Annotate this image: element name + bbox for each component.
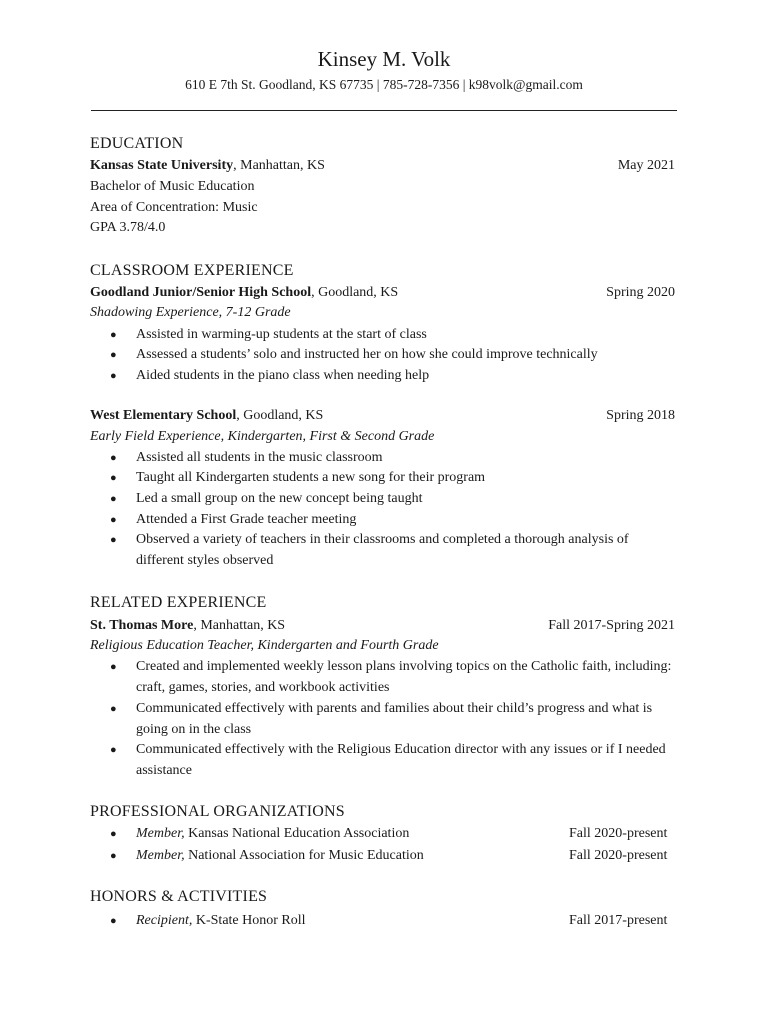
organization-date: Fall 2020-present [569,826,668,841]
classroom-entry-1-date: Spring 2020 [606,285,675,300]
bullet-icon: ● [110,329,117,341]
related-heading: RELATED EXPERIENCE [90,594,267,611]
list-item-text: Communicated effectively with the Religious Education director with any issues or if I needed assistance [136,742,666,778]
classroom-entry-1-location: , Goodland, KS [311,285,399,300]
bullet-icon: ● [110,828,117,840]
related-entry-header [90,616,675,636]
education-school: Kansas State University [90,158,234,173]
organization-date: Fall 2020-present [569,848,668,863]
classroom-entry-1-role: Shadowing Experience, 7-12 Grade [90,305,291,320]
related-location: , Manhattan, KS [193,618,286,633]
classroom-entry-1-header [90,283,675,303]
bullet-icon: ● [110,703,117,715]
classroom-entry-1-school: Goodland Junior/Senior High School [90,285,312,300]
contact-line: 610 E 7th St. Goodland, KS 67735 | 785-728-7356 | k98volk@gmail.com [185,77,583,92]
education-location: , Manhattan, KS [233,158,325,173]
classroom-entry-2-location: , Goodland, KS [236,408,324,423]
bullet-icon: ● [110,349,117,361]
list-item-text: Attended a First Grade teacher meeting [136,512,357,527]
organization-role: Member, [136,826,185,841]
bullet-icon: ● [110,744,117,756]
list-item-text: Led a small group on the new concept being taught [136,491,423,506]
organization-name: National Association for Music Education [184,848,424,863]
honors-heading: HONORS & ACTIVITIES [90,888,268,905]
bullet-icon: ● [110,915,117,927]
classroom-entry-2-school: West Elementary School [90,408,237,423]
related-school: St. Thomas More [90,618,194,633]
list-item-text: Aided students in the piano class when needing help [136,368,430,383]
classroom-entry-2-date: Spring 2018 [606,408,675,423]
list-item-text: Created and implemented weekly lesson plans involving topics on the Catholic faith, including: craft, games, stories, and workbook activities [136,659,672,695]
list-item-text: Assisted in warming-up students at the start of class [136,327,427,342]
classroom-heading: CLASSROOM EXPERIENCE [90,262,294,279]
education-concentration: Area of Concentration: Music [90,200,258,215]
header-divider [91,110,677,111]
bullet-icon: ● [110,850,117,862]
honor-date: Fall 2017-present [569,913,668,928]
candidate-name: Kinsey M. Volk [317,47,451,71]
education-degree: Bachelor of Music Education [90,179,255,194]
education-gpa: GPA 3.78/4.0 [90,220,166,235]
education-school-line [90,156,675,176]
related-date: Fall 2017-Spring 2021 [548,618,675,633]
bullet-icon: ● [110,534,117,546]
bullet-icon: ● [110,472,117,484]
bullet-icon: ● [110,452,117,464]
list-item-text: Assessed a students’ solo and instructed her on how she could improve technically [136,347,598,362]
bullet-icon: ● [110,661,117,673]
education-date: May 2021 [617,158,675,173]
organizations-heading: PROFESSIONAL ORGANIZATIONS [90,803,345,820]
classroom-entry-2-header [90,406,675,426]
honor-role: Recipient, [136,913,193,928]
list-item-text: Communicated effectively with parents and families about their child’s progress and what is going on in the class [136,701,653,737]
list-item-text: Taught all Kindergarten students a new song for their program [136,470,486,485]
education-heading: EDUCATION [90,135,184,152]
honor-name: K-State Honor Roll [192,913,306,928]
classroom-entry-2-role: Early Field Experience, Kindergarten, First & Second Grade [90,429,435,444]
organization-name: Kansas National Education Association [184,826,410,841]
list-item-text: Assisted all students in the music classroom [136,450,383,465]
bullet-icon: ● [110,370,117,382]
bullet-icon: ● [110,514,117,526]
organization-role: Member, [136,848,185,863]
related-role: Religious Education Teacher, Kindergarten and Fourth Grade [90,638,439,653]
list-item-text: Observed a variety of teachers in their classrooms and completed a thorough analysis of different styles observed [136,532,629,568]
bullet-icon: ● [110,493,117,505]
